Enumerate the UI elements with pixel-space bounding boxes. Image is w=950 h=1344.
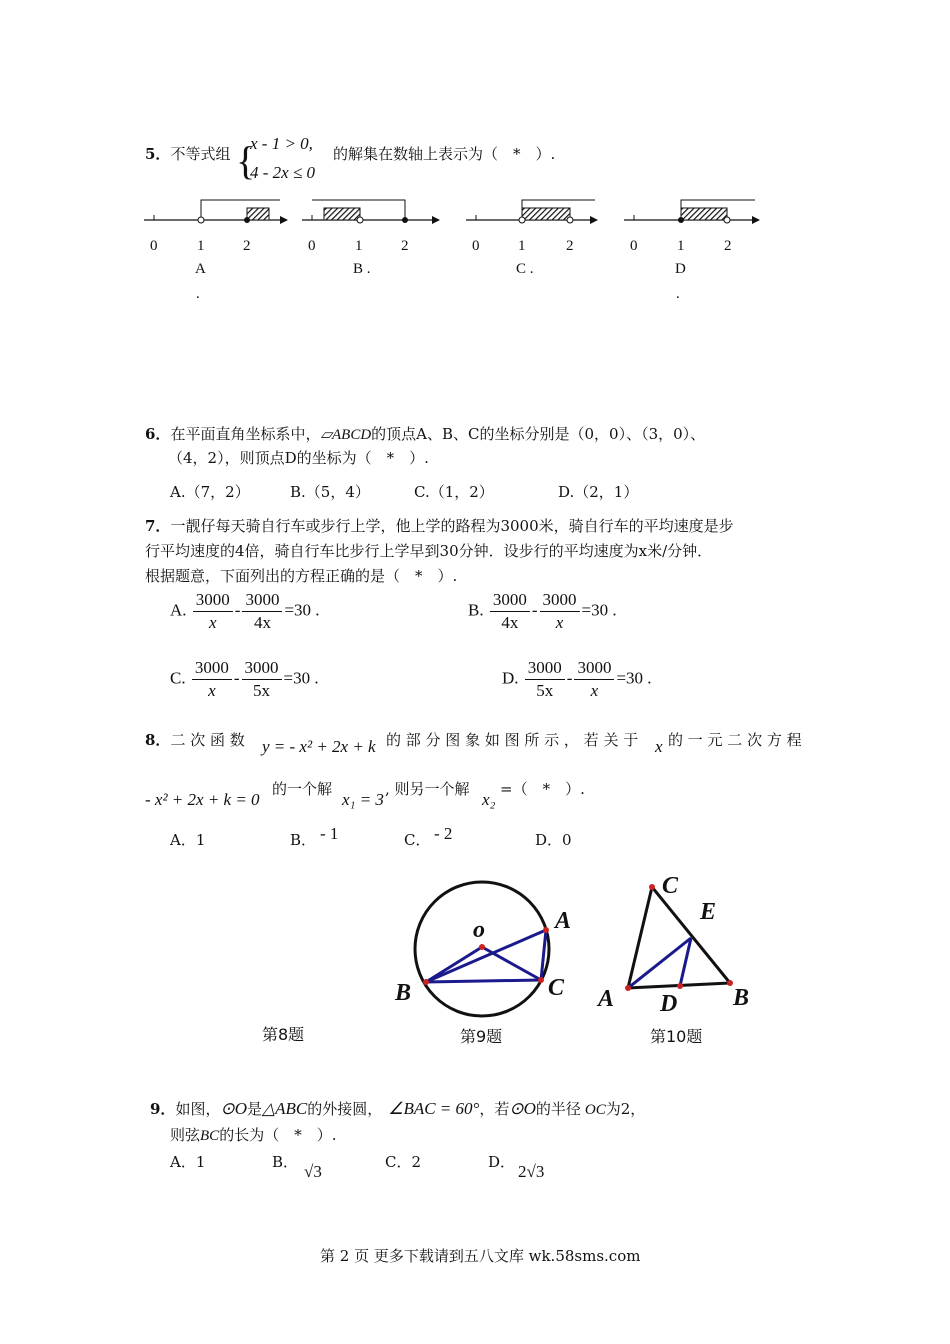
tick-b-1: 1 xyxy=(355,238,363,254)
fig9-label-c: C xyxy=(548,975,565,1001)
fig8-caption: 第8题 xyxy=(262,1025,305,1044)
tick-d-1: 1 xyxy=(677,238,685,254)
q7-d-n1: 3000 xyxy=(525,657,565,680)
tick-c-0: 0 xyxy=(472,238,480,254)
tick-a-2: 2 xyxy=(243,238,251,254)
q8-option-b-value: - 1 xyxy=(320,824,339,843)
q9-text3: 的外接圆， xyxy=(307,1100,383,1118)
q5-ineq1: x - 1 > 0, xyxy=(250,134,313,153)
q8-text5: , 则另一个解 xyxy=(385,780,470,798)
tick-a-0: 0 xyxy=(150,238,158,254)
q8-option-c-label[interactable]: C． xyxy=(404,831,431,849)
q7-option-c[interactable]: C. $\frac{3000}{x}$ - $\frac{3000}{5x}$ =30 . xyxy=(170,658,319,700)
q8-option-b-label[interactable]: B． xyxy=(290,831,317,849)
q7-c-label: C. xyxy=(170,668,186,688)
q7-b-d1: 4x xyxy=(501,613,519,632)
axis-d[interactable] xyxy=(624,200,760,224)
q8-option-d[interactable]: D．0 xyxy=(535,831,572,849)
tick-b-2: 2 xyxy=(401,238,409,254)
q7-line3: 根据题意，下面列出的方程正确的是（ * ）. xyxy=(145,567,458,585)
q7-a-n2: 3000 xyxy=(242,589,282,612)
q7-c-n1: 3000 xyxy=(192,657,232,680)
q5-number: 5． xyxy=(145,145,171,163)
q9-text6: 为2， xyxy=(605,1100,646,1118)
q7-number: 7． xyxy=(145,517,171,535)
q7-c-frac1 xyxy=(192,657,232,702)
fig9-caption: 第9题 xyxy=(460,1027,503,1046)
fig9-label-a: A xyxy=(555,908,572,934)
fig10-label-c: C xyxy=(662,873,679,899)
tick-c-1: 1 xyxy=(518,238,526,254)
q6-option-c[interactable]: C.（1，2） xyxy=(414,483,494,501)
q7-c-d1: x xyxy=(208,681,216,700)
q8-number: 8． xyxy=(145,731,171,749)
q7-a-d2: 4x xyxy=(253,613,271,632)
q8-option-c-value: - 2 xyxy=(434,824,453,843)
q7-b-frac2 xyxy=(540,589,580,634)
option-b-label[interactable]: B . xyxy=(353,261,371,277)
q7-d-n2: 3000 xyxy=(574,657,614,680)
q8-var: x xyxy=(655,737,663,756)
fig10-label-b: B xyxy=(733,985,750,1011)
q9-triangle: △ABC xyxy=(262,1099,308,1118)
q6-number: 6． xyxy=(145,425,171,443)
tick-d-2: 2 xyxy=(724,238,732,254)
q8-x2: x₂ xyxy=(482,790,496,809)
q7-c-d2: 5x xyxy=(253,681,271,700)
q9-option-d-value: 2√3 xyxy=(518,1162,545,1181)
q8-text6: =（ * ）. xyxy=(500,780,585,798)
q9-angle: ∠BAC = 60° xyxy=(388,1099,480,1118)
q9-line1 xyxy=(150,1098,645,1121)
option-c-label[interactable]: C . xyxy=(516,261,534,277)
q7-a-d1: x xyxy=(209,613,217,632)
fig9-label-b: B xyxy=(395,980,412,1006)
page-footer: 第 2 页 更多下载请到五八文库 wk.58sms.com xyxy=(320,1247,641,1265)
option-a-dot: . xyxy=(196,286,200,302)
q8-text3: 的 一 元 二 次 方 程 xyxy=(668,731,802,749)
axis-c[interactable] xyxy=(466,200,598,224)
axis-b[interactable] xyxy=(302,200,440,224)
q9-option-c[interactable]: C．2 xyxy=(385,1153,422,1171)
q6-text-b: 的顶点A、B、C的坐标分别是（0，0）、（3，0）、 xyxy=(371,425,706,443)
q7-c-rhs: =30 . xyxy=(283,668,319,688)
fig10-triangle-diagram xyxy=(615,878,745,998)
q7-option-a[interactable]: A. $\frac{3000}{x}$ - $\frac{3000}{4x}$ =30 . xyxy=(170,590,320,632)
q8-num-text1 xyxy=(145,729,245,751)
q6-parallelogram: ▱ABCD xyxy=(320,427,372,443)
fig9-label-o: o xyxy=(473,917,485,943)
fig10-label-e: E xyxy=(700,899,717,925)
option-d-label[interactable]: D xyxy=(675,261,686,277)
q6-line1 xyxy=(145,423,705,446)
q7-b-frac1 xyxy=(490,589,530,634)
tick-d-0: 0 xyxy=(630,238,638,254)
q7-a-rhs: =30 . xyxy=(284,600,320,620)
q7-b-d2: x xyxy=(555,613,564,632)
q9-option-d-label[interactable]: D． xyxy=(488,1153,516,1171)
q8-text4: 的一个解 xyxy=(272,780,333,798)
q9-option-a[interactable]: A．1 xyxy=(170,1153,206,1171)
q7-d-frac2 xyxy=(574,657,614,702)
q9-line2 xyxy=(170,1124,336,1147)
q9-text4: ，若 xyxy=(479,1100,510,1118)
q6-option-a[interactable]: A.（7，2） xyxy=(170,483,250,501)
q6-option-b[interactable]: B.（5，4） xyxy=(290,483,370,501)
q9-option-b-value: √3 xyxy=(304,1162,322,1181)
q9-oc: OC xyxy=(584,1102,606,1118)
axis-a[interactable] xyxy=(144,200,288,224)
q9-text2: 是 xyxy=(246,1100,262,1118)
option-d-dot: . xyxy=(676,286,680,302)
q5-brace: { xyxy=(236,138,256,183)
q7-c-n2: 3000 xyxy=(242,657,282,680)
q9-line2-a: 则弦 xyxy=(170,1126,201,1144)
q9-circle-o: ⊙O xyxy=(220,1099,247,1118)
q7-line1 xyxy=(145,515,734,537)
q9-option-b-label[interactable]: B． xyxy=(272,1153,299,1171)
q5-prefix: 不等式组 xyxy=(170,145,231,163)
q6-option-d[interactable]: D.（2，1） xyxy=(558,483,639,501)
q6-line2: （4，2），则顶点D的坐标为（ * ）. xyxy=(168,449,429,467)
q9-text1: 如图， xyxy=(175,1100,221,1118)
q8-text2: 的 部 分 图 象 如 图 所 示 ， 若 关 于 xyxy=(386,731,639,749)
q7-b-n2: 3000 xyxy=(540,589,580,612)
fig10-label-a: A xyxy=(598,986,615,1012)
q9-circle-o-2: ⊙O xyxy=(509,1099,536,1118)
q5-stem xyxy=(145,143,230,165)
q7-b-rhs: =30 . xyxy=(581,600,617,620)
fig10-label-d: D xyxy=(660,991,678,1017)
q7-a-n1: 3000 xyxy=(193,589,233,612)
q8-x1: x₁ = 3 xyxy=(342,790,384,809)
q8-eq: - x² + 2x + k = 0 xyxy=(145,790,260,809)
q5-suffix: 的解集在数轴上表示为（ * ）. xyxy=(333,145,556,163)
q7-b-label: B. xyxy=(468,600,484,620)
fig10-caption: 第10题 xyxy=(650,1027,703,1046)
tick-b-0: 0 xyxy=(308,238,316,254)
q7-b-n1: 3000 xyxy=(490,589,530,612)
tick-a-1: 1 xyxy=(197,238,205,254)
q7-d-frac1 xyxy=(525,657,565,702)
q9-bc: BC xyxy=(200,1128,220,1144)
q9-line2-b: 的长为（ * ）. xyxy=(219,1126,337,1144)
q7-c-frac2 xyxy=(242,657,282,702)
q7-text1: 一靓仔每天骑自行车或步行上学，他上学的路程为3000米，骑自行车的平均速度是步 xyxy=(170,517,734,535)
q7-option-b[interactable]: B. $\frac{3000}{4x}$ - $\frac{3000}{x}$ =30 . xyxy=(468,590,617,632)
q7-d-label: D. xyxy=(502,668,519,688)
q8-text1: 二 次 函 数 xyxy=(170,731,245,749)
fig9-circle-diagram xyxy=(410,875,575,1035)
q7-option-d[interactable]: D. $\frac{3000}{5x}$ - $\frac{3000}{x}$ =30 . xyxy=(502,658,652,700)
q7-d-d2: x xyxy=(590,681,599,700)
tick-c-2: 2 xyxy=(566,238,574,254)
q7-d-d1: 5x xyxy=(536,681,554,700)
q8-func: y = - x² + 2x + k xyxy=(262,737,376,756)
option-a-label[interactable]: A xyxy=(195,261,206,277)
q7-a-label: A. xyxy=(170,600,187,620)
q9-text5: 的半径 xyxy=(535,1100,581,1118)
q7-a-frac2 xyxy=(242,589,282,634)
q7-a-frac1 xyxy=(193,589,233,634)
q7-line2: 行平均速度的4倍，骑自行车比步行上学早到30分钟．设步行的平均速度为x米/分钟． xyxy=(145,542,713,560)
q7-d-rhs: =30 . xyxy=(616,668,652,688)
q5-ineq2: 4 - 2x ≤ 0 xyxy=(250,163,316,182)
q9-number: 9． xyxy=(150,1100,176,1118)
q6-text-a: 在平面直角坐标系中， xyxy=(170,425,321,443)
q8-option-a[interactable]: A．1 xyxy=(170,831,206,849)
